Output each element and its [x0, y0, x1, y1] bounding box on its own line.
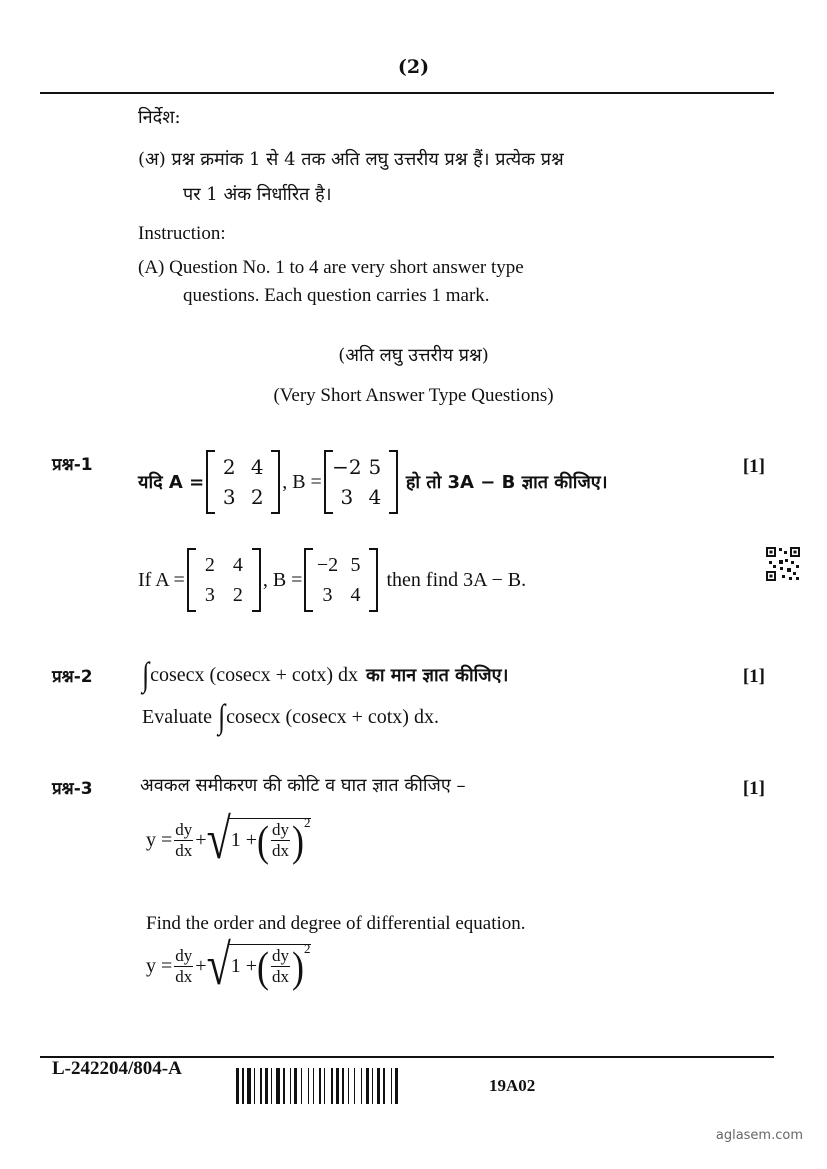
watermark: aglasem.com	[715, 1128, 803, 1143]
question-2-english	[142, 697, 439, 736]
question-2-expression: cosecx (cosecx + cotx) dx	[226, 705, 434, 728]
section-title-hindi: (अति लघु उत्तरीय प्रश्न)	[338, 345, 489, 366]
question-3-hindi: अवकल समीकरण की कोटि व घात ज्ञात कीजिए –	[140, 775, 466, 796]
derivative-fraction	[174, 820, 193, 861]
derivative-fraction	[174, 946, 193, 987]
qr-code-icon	[765, 546, 801, 582]
radical-icon: √	[206, 933, 231, 998]
matrix-cell: −2	[316, 553, 339, 576]
question-3-english: Find the order and degree of differential equation.	[146, 913, 526, 934]
fraction-denominator: dx	[175, 840, 193, 860]
question-1-marks: [1]	[742, 456, 765, 477]
question-1-separator: , B =	[262, 568, 303, 591]
one-plus: 1 +	[230, 829, 257, 851]
matrix-cell: 4	[232, 553, 243, 576]
left-paren-icon: (	[257, 942, 269, 991]
question-1-english-suffix: then find 3A − B.	[386, 568, 527, 591]
equation-lhs: y =	[146, 828, 173, 851]
question-2-english-prefix: Evaluate	[142, 705, 212, 728]
instruction-heading-english: Instruction:	[138, 223, 226, 244]
instruction-line-hindi-2: पर 1 अंक निर्धारित है।	[183, 184, 332, 205]
matrix-cell: 2	[232, 583, 243, 606]
question-1-hindi-suffix: हो तो 3A − B ज्ञात कीजिए।	[405, 472, 608, 493]
matrix-cell: 3	[322, 583, 333, 606]
fraction-numerator: dy	[175, 945, 193, 965]
exponent: 2	[304, 941, 311, 956]
left-paren-icon: (	[257, 816, 269, 865]
integral-sign: ∫	[142, 655, 150, 694]
right-paren-icon: )	[292, 942, 304, 991]
differential-equation	[146, 933, 311, 998]
integral-sign: ∫	[217, 697, 226, 736]
question-2-expression: cosecx (cosecx + cotx) dx	[150, 663, 358, 686]
paper-code: L-242204/804-A	[52, 1058, 182, 1079]
matrix-cell: 2	[204, 553, 215, 576]
fraction-numerator: dy	[272, 820, 289, 839]
question-2-hindi	[142, 655, 509, 694]
derivative-fraction	[271, 946, 290, 987]
fraction-numerator: dy	[175, 819, 193, 839]
question-2-english-suffix: .	[433, 705, 439, 728]
matrix-cell: 5	[350, 553, 361, 576]
page-number: (2)	[397, 56, 430, 78]
fraction-numerator: dy	[272, 946, 289, 965]
square-root	[206, 807, 311, 872]
instruction-line-english-2: questions. Each question carries 1 mark.	[183, 285, 490, 306]
matrix-cell: 4	[350, 583, 361, 606]
matrix-b	[324, 450, 398, 514]
question-2-hindi-suffix: का मान ज्ञात कीजिए।	[366, 665, 509, 686]
exponent: 2	[304, 815, 311, 830]
matrix-b	[304, 548, 378, 612]
matrix-cell: 4	[250, 455, 264, 479]
question-1-hindi	[138, 450, 608, 514]
fraction-denominator: dx	[272, 841, 289, 860]
derivative-fraction	[271, 820, 290, 861]
matrix-cell: 2	[222, 455, 236, 479]
radical-icon: √	[206, 807, 231, 872]
fraction-denominator: dx	[175, 966, 193, 986]
plus-sign: +	[195, 828, 207, 851]
matrix-cell: 4	[368, 485, 382, 509]
matrix-cell: −2	[332, 455, 362, 479]
question-1-separator: , B =	[282, 470, 322, 493]
fraction-denominator: dx	[272, 967, 289, 986]
instruction-heading-hindi: निर्देश:	[138, 107, 181, 128]
right-paren-icon: )	[292, 816, 304, 865]
equation-lhs: y =	[146, 954, 173, 977]
section-title-english: (Very Short Answer Type Questions)	[273, 385, 554, 406]
question-3-label: प्रश्न-3	[52, 779, 93, 799]
matrix-cell: 2	[250, 485, 264, 509]
question-1-english	[138, 548, 526, 612]
one-plus: 1 +	[230, 955, 257, 977]
question-2-label: प्रश्न-2	[52, 667, 93, 687]
plus-sign: +	[195, 954, 207, 977]
question-3-marks: [1]	[742, 778, 765, 799]
matrix-a	[206, 450, 280, 514]
matrix-cell: 5	[368, 455, 382, 479]
square-root	[206, 933, 311, 998]
header-rule	[40, 92, 774, 94]
question-1-hindi-prefix: यदि A =	[138, 472, 205, 493]
barcode-icon	[236, 1068, 472, 1104]
instruction-line-english-1: (A) Question No. 1 to 4 are very short answer type	[138, 257, 524, 278]
matrix-cell: 3	[222, 485, 236, 509]
question-1-label: प्रश्न-1	[52, 455, 93, 475]
matrix-a	[187, 548, 261, 612]
question-1-english-prefix: If A =	[138, 568, 185, 591]
instruction-line-hindi-1: (अ) प्रश्न क्रमांक 1 से 4 तक अति लघु उत्तरीय प्रश्न हैं। प्रत्येक प्रश्न	[138, 149, 564, 170]
paper-id: 19A02	[489, 1076, 536, 1095]
question-2-marks: [1]	[742, 666, 765, 687]
matrix-cell: 3	[340, 485, 354, 509]
matrix-cell: 3	[204, 583, 215, 606]
differential-equation	[146, 807, 311, 872]
